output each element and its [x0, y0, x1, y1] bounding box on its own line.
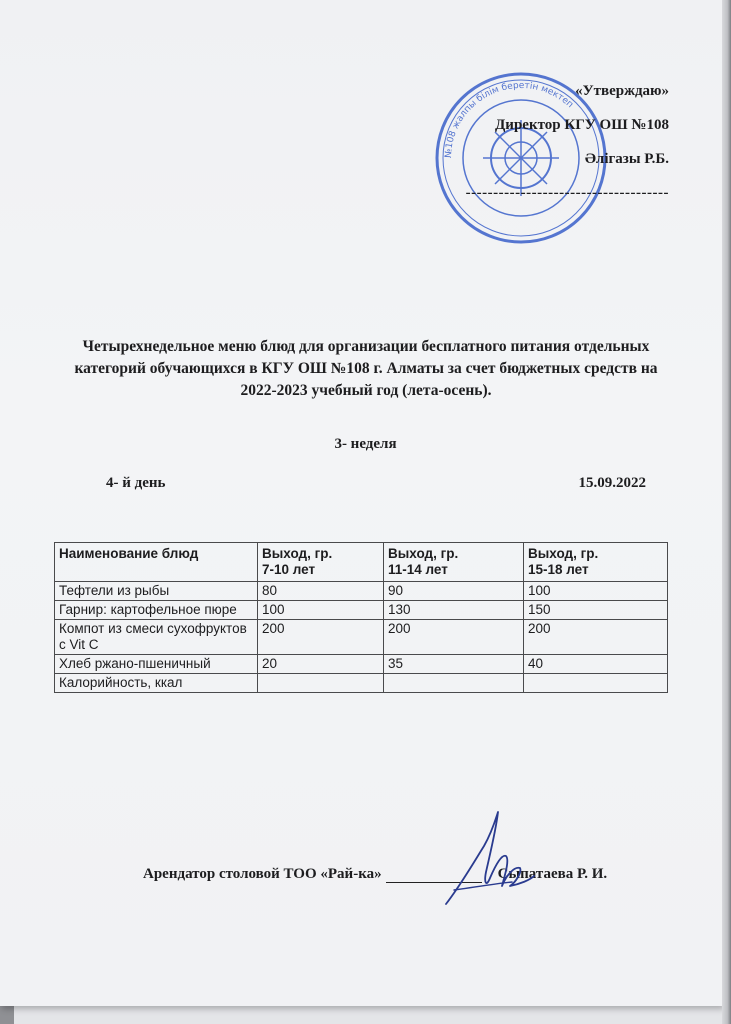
yield-15-18: 100: [524, 582, 668, 601]
menu-table: [54, 542, 668, 693]
yield-11-14: [384, 674, 524, 693]
yield-15-18: 200: [524, 620, 668, 655]
yield-11-14: 90: [384, 582, 524, 601]
approval-name: Әлігазы Р.Б.: [584, 151, 669, 167]
yield-15-18: 40: [524, 655, 668, 674]
yield-7-10: [258, 674, 384, 693]
table-row: [55, 582, 668, 601]
header-yield-15-18: Выход, гр. 15-18 лет: [524, 543, 668, 582]
dish-name: Тефтели из рыбы: [55, 582, 258, 601]
table-row: [55, 655, 668, 674]
stamp-ring-text: №108 жалпы білім беретін мектеп: [443, 80, 575, 159]
day-date-row: [106, 475, 646, 492]
yield-15-18: [524, 674, 668, 693]
document-title: Четырехнедельное меню блюд для организации бесплатного питания отдельных категорий обучающихся в КГУ ОШ №108 г. Алматы за счет бюджетных средств на 2022-2023 учебный год (лета-осень).: [74, 338, 658, 399]
yield-15-18: 150: [524, 601, 668, 620]
header-yield-11-14: Выход, гр. 11-14 лет: [384, 543, 524, 582]
table-row: [55, 620, 668, 655]
dish-name: Компот из смеси сухофруктов с Vit C: [55, 620, 258, 655]
handwritten-signature: [440, 806, 540, 910]
yield-11-14: 130: [384, 601, 524, 620]
dish-name: Калорийность, ккал: [55, 674, 258, 693]
yield-7-10: 20: [258, 655, 384, 674]
day-label: 4- й день: [106, 475, 166, 491]
yield-7-10: 80: [258, 582, 384, 601]
header-dish-name: Наименование блюд: [55, 543, 258, 582]
table-row: [55, 601, 668, 620]
approval-title: «Утверждаю»: [575, 83, 669, 99]
yield-11-14: 35: [384, 655, 524, 674]
week-label: 3- неделя: [334, 436, 397, 452]
yield-7-10: 200: [258, 620, 384, 655]
yield-7-10: 100: [258, 601, 384, 620]
dish-name: Хлеб ржано-пшеничный: [55, 655, 258, 674]
date-label: 15.09.2022: [578, 475, 646, 491]
approval-block: [466, 74, 669, 210]
table-header-row: [55, 543, 668, 582]
yield-11-14: 200: [384, 620, 524, 655]
page-stack-edge: [722, 0, 731, 1024]
tenant-label: Арендатор столовой ТОО «Рай-ка»: [143, 866, 382, 882]
dish-name: Гарнир: картофельное пюре: [55, 601, 258, 620]
tenant-name: Сыпатаева Р. И.: [497, 866, 608, 882]
approval-position: Директор КГУ ОШ №108: [494, 117, 669, 133]
approval-signature-line: -------------------------------------: [465, 185, 669, 201]
table-row: [55, 674, 668, 693]
header-yield-7-10: Выход, гр. 7-10 лет: [258, 543, 384, 582]
